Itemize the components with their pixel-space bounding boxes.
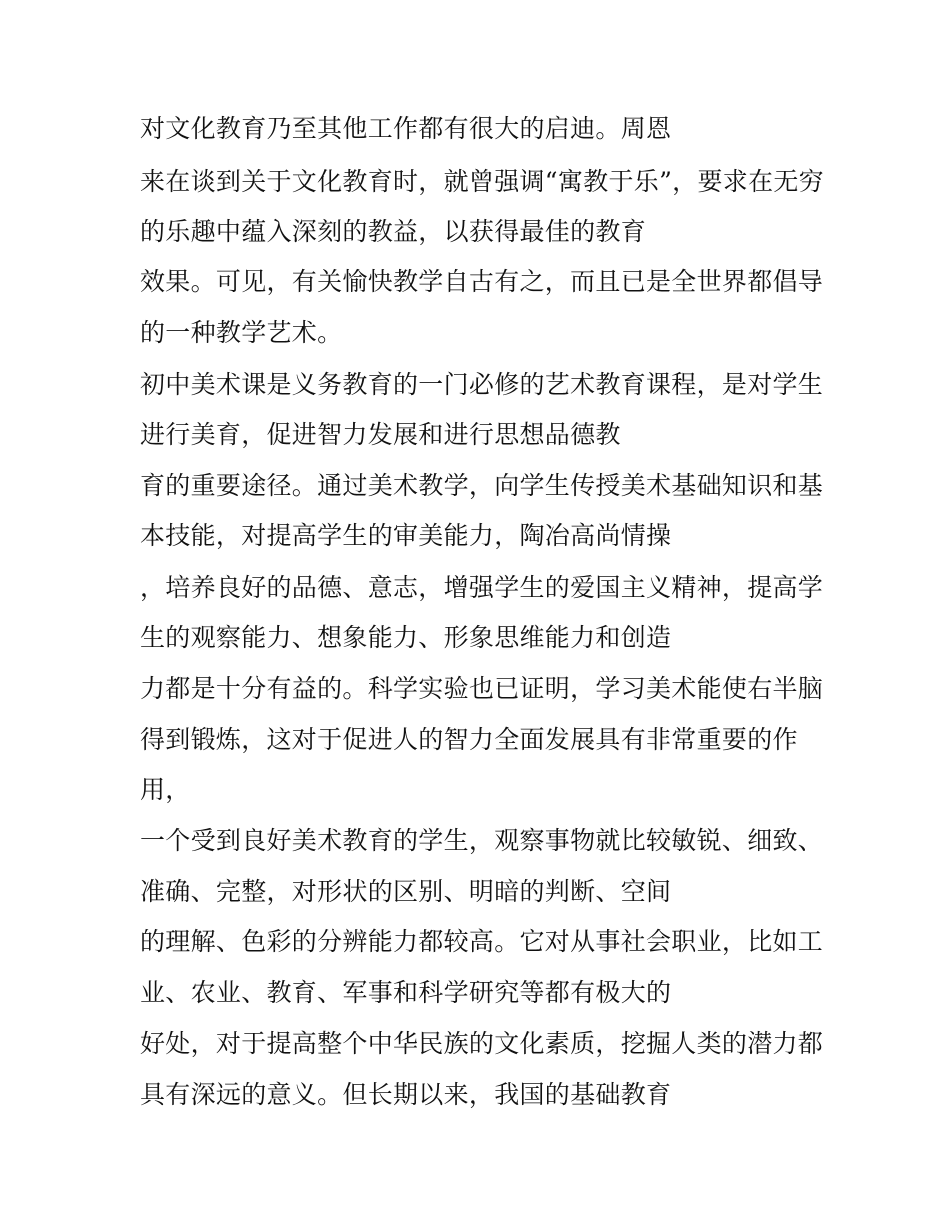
text-line: 的理解、色彩的分辨能力都较高。它对从事社会职业，比如工	[140, 927, 824, 956]
text-line: 力都是十分有益的。科学实验也已证明，学习美术能使右半脑	[140, 674, 824, 703]
text-line: 一个受到良好美术教育的学生，观察事物就比较敏锐、细致、	[140, 826, 824, 855]
text-line: 来在谈到关于文化教育时，就曾强调“寓教于乐”，要求在无穷	[140, 167, 824, 196]
text-line: ，培养良好的品德、意志，增强学生的爱国主义精神，提高学	[140, 573, 824, 602]
text-line: 效果。可见，有关愉快教学自古有之，而且已是全世界都倡导	[140, 267, 824, 296]
text-line: 好处，对于提高整个中华民族的文化素质，挖掘人类的潜力都	[140, 1029, 824, 1058]
text-line: 的乐趣中蕴入深刻的教益，以获得最佳的教育	[140, 217, 647, 246]
text-line: 业、农业、教育、军事和科学研究等都有极大的	[140, 978, 672, 1007]
text-line: 准确、完整，对形状的区别、明暗的判断、空间	[140, 877, 672, 906]
text-line: 生的观察能力、想象能力、形象思维能力和创造	[140, 623, 672, 652]
text-line: 用，	[140, 775, 191, 804]
text-line: 进行美育，促进智力发展和进行思想品德教	[140, 420, 621, 449]
text-line: 的一种教学艺术。	[140, 318, 343, 347]
text-line: 本技能，对提高学生的审美能力，陶冶高尚情操	[140, 521, 672, 550]
text-line: 育的重要途径。通过美术教学，向学生传授美术基础知识和基	[140, 471, 824, 500]
text-line: 初中美术课是义务教育的一门必修的艺术教育课程，是对学生	[140, 370, 824, 399]
text-line: 得到锻炼，这对于促进人的智力全面发展具有非常重要的作	[140, 725, 798, 754]
text-line: 具有深远的意义。但长期以来，我国的基础教育	[140, 1080, 672, 1109]
text-line: 对文化教育乃至其他工作都有很大的启迪。周恩	[140, 114, 672, 143]
